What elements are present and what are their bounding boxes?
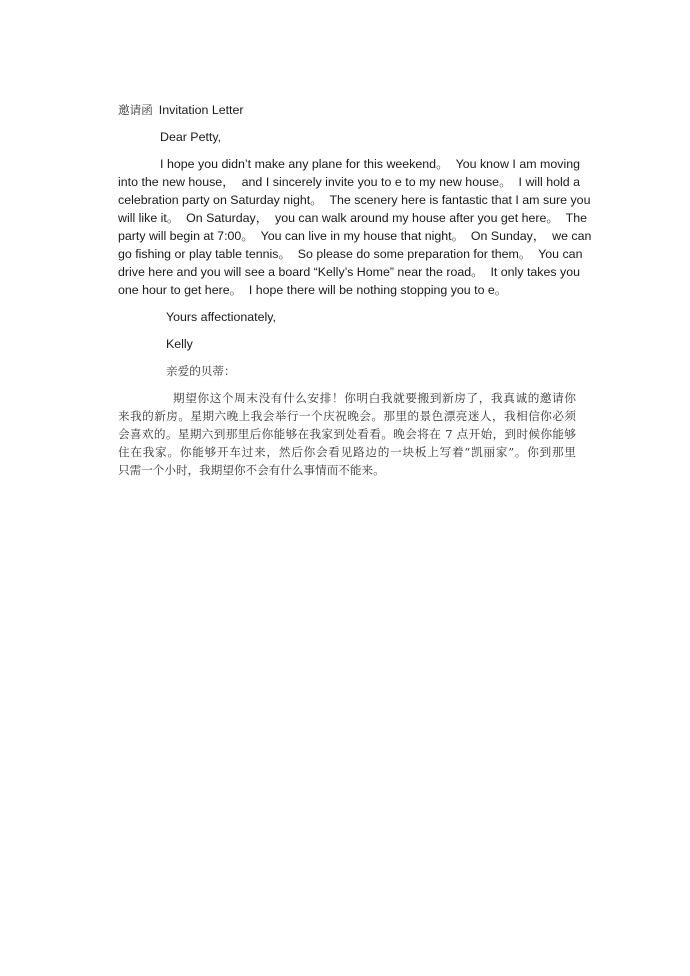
- chinese-body-line: 会喜欢的。星期六到那里后你能够在我家到处看看。晚会将在 7 点开始，到时候你能够: [118, 427, 576, 441]
- body-line: drive here and you will see a board “Kelly’s Home” near the road。 It only takes you: [118, 265, 580, 279]
- chinese-body-line: 期望你这个周末没有什么安排！你明白我就要搬到新房了，我真诚的邀请你: [173, 391, 576, 405]
- body-line: I hope you didn’t make any plane for this weekend。 You know I am moving: [160, 157, 580, 171]
- greeting: Dear Petty,: [160, 130, 222, 144]
- body-line: one hour to get here。 I hope there will be nothing stopping you to e。: [118, 283, 508, 297]
- chinese-body-line: 只需一个小时，我期望你不会有什么事情而不能来。: [118, 463, 385, 477]
- signature: Kelly: [166, 337, 193, 351]
- body-line: into the new house， and I sincerely invite you to e to my new house。 I will hold a: [118, 175, 580, 189]
- body-line: celebration party on Saturday night。 The scenery here is fantastic that I am sure you: [118, 193, 591, 207]
- chinese-greeting: 亲爱的贝蒂：: [166, 364, 236, 378]
- body-line: go fishing or play table tennis。 So please do some preparation for them。 You can: [118, 247, 583, 261]
- chinese-body-line: 住在我家。你能够开车过来，然后你会看见路边的一块板上写着“凯丽家”。你到那里: [118, 445, 576, 459]
- closing: Yours affectionately,: [166, 310, 276, 324]
- chinese-body-line: 来我的新房。星期六晚上我会举行一个庆祝晚会。那里的景色漂亮迷人，我相信你必须: [118, 409, 576, 423]
- title-english: Invitation Letter: [158, 103, 244, 117]
- letter-title: [118, 101, 244, 119]
- title-chinese: 邀请函: [118, 103, 153, 117]
- body-line: will like it。 On Saturday， you can walk around my house after you get here。 The: [118, 211, 587, 225]
- body-line: party will begin at 7:00。 You can live in my house that night。 On Sunday， we can: [118, 229, 592, 243]
